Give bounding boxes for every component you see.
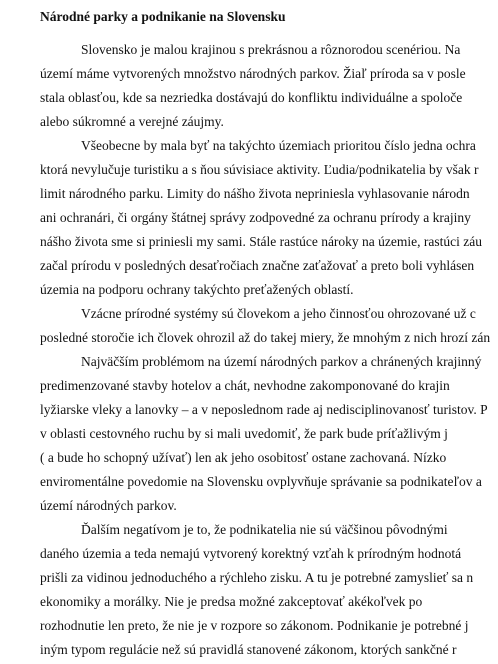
text-line: daného územia a teda nemajú vytvorený korektný vzťah k prírodným hodnotá: [40, 546, 462, 561]
text-line: predimenzované stavby hotelov a chát, nevhodne zakomponované do krajin: [40, 378, 450, 393]
text-line: Vzácne prírodné systémy sú človekom a jeho činnosťou ohrozované už c: [81, 306, 476, 321]
document-title: Národné parky a podnikanie na Slovensku: [40, 9, 286, 24]
text-line: alebo súkromné a verejné záujmy.: [40, 114, 224, 129]
text-line: Všeobecne by mala byť na takýchto územiach prioritou číslo jedna ochra: [81, 138, 476, 153]
text-line: rozhodnutie len preto, že nie je v rozpore so zákonom. Podnikanie je potrebné j: [40, 618, 469, 633]
text-line: územia na podporu ochrany takýchto preťažených oblastí.: [40, 282, 354, 297]
text-line: limit národného parku. Limity do nášho života nepriniesla vyhlasovanie národn: [40, 186, 470, 201]
text-line: ani ochranári, či orgány štátnej správy zodpovedné za ochranu prírody a krajiny: [40, 210, 471, 225]
text-line: Ďalším negatívom je to, že podnikatelia nie sú väčšinou pôvodnými: [81, 522, 448, 537]
text-line: ekonomiky a morálky. Nie je predsa možné zakceptovať akékoľvek po: [40, 594, 423, 609]
text-line: území máme vytvorených množstvo národných parkov. Žiaľ príroda sa v posle: [40, 66, 466, 81]
text-line: prišli za vidinou jednoduchého a rýchleho zisku. A tu je potrebné zamyslieť sa n: [40, 570, 474, 585]
text-line: nášho života sme si priniesli my sami. Stále rastúce nároky na územie, rastúci záu: [40, 234, 482, 249]
text-line: posledné storočie ich človek ohrozil až do takej miery, že mnohým z nich hrozí zán: [40, 330, 491, 345]
text-line: Slovensko je malou krajinou s prekrásnou a rôznorodou scenériou. Na: [81, 42, 461, 57]
text-line: v oblasti cestovného ruchu by si mali uvedomiť, že park bude príťažlivým j: [40, 426, 448, 441]
text-line: stala oblasťou, kde sa nezriedka dostávajú do konfliktu individuálne a spoloče: [40, 90, 463, 105]
text-line: Najväčším problémom na území národných parkov a chránených krajinný: [81, 354, 482, 369]
text-line: začal prírodu v posledných desaťročiach značne zaťažovať a preto boli vyhlásen: [40, 258, 475, 273]
text-line: území národných parkov.: [40, 498, 177, 513]
text-line: ( a bude ho schopný užívať) len ak jeho osobitosť ostane zachovaná. Nízko: [40, 450, 447, 465]
text-line: iným typom regulácie než sú pravidlá stanovené zákonom, ktorých sankčné r: [40, 642, 457, 657]
text-line: lyžiarske vleky a lanovky – a v neposlednom rade aj nedisciplinovanosť turistov. P: [40, 402, 488, 417]
text-line: enviromentálne povedomie na Slovensku ovplyvňuje správanie sa podnikateľov a: [40, 474, 482, 489]
text-line: ktorá nevylučuje turistiku a s ňou súvisiace aktivity. Ľudia/podnikatelia by však r: [40, 162, 479, 177]
